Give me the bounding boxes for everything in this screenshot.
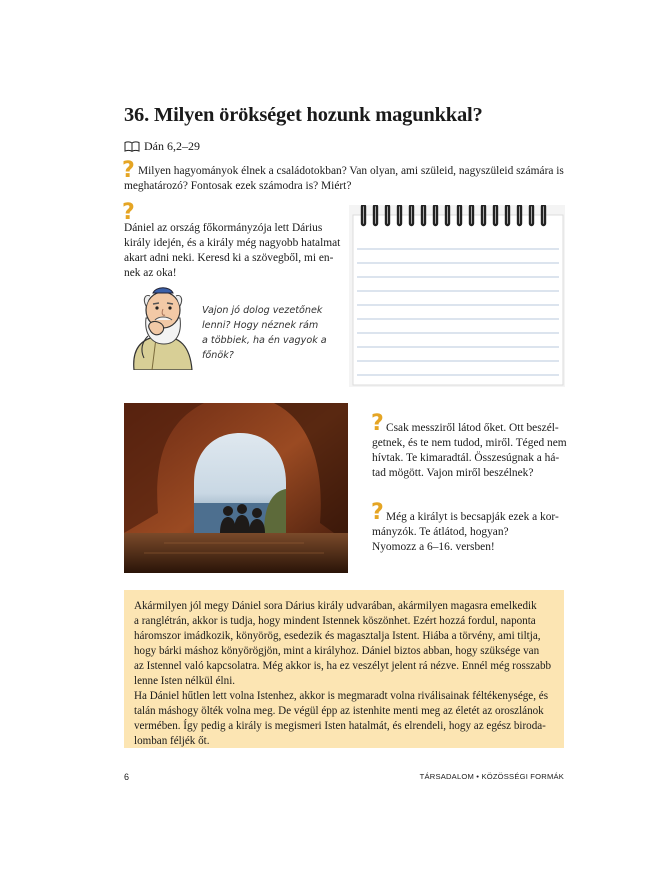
lined-notepad-image <box>349 205 565 387</box>
summary-line: Ha Dániel hűtlen lett volna Istenhez, akkor is megmaradt volna riválisainak féltékenysége, és <box>134 690 549 702</box>
question-4-line: Még a királyt is becsapják ezek a kor- <box>386 511 559 523</box>
question-2-line: Dániel az ország főkormányzója lett Dárius <box>124 222 323 234</box>
summary-line: vermében. Így pedig a király is megismeri Isten hatalmát, és elrendeli, hogy az egész biroda- <box>134 720 546 732</box>
question-4-line: mányzók. Te átlátod, hogyan? <box>372 526 509 538</box>
thought-line: lenni? Hogy néznek rám <box>202 320 319 331</box>
question-2-line: király idején, és a király még nagyobb hatalmat <box>124 237 341 249</box>
summary-line: háromszor imádkozik, könyörög, esedezik és magasztalja Istent. Hiába a törvény, ami tiltja, <box>134 630 541 642</box>
question-mark-icon: ? <box>122 200 135 225</box>
question-mark-icon: ? <box>371 411 384 436</box>
question-mark-icon: ? <box>122 158 135 183</box>
bible-reference <box>124 139 200 154</box>
summary-line: lomban féljék őt. <box>134 735 210 747</box>
summary-line: hogy bárki máshoz könyörögjön, mint a királyhoz. Dániel biztos abban, hogy szüksége van <box>134 645 540 657</box>
question-4 <box>372 510 564 555</box>
question-2-line: akart adni neki. Keresd ki a szövegből, mi en- <box>124 252 334 264</box>
page-number: 6 <box>124 772 130 782</box>
bible-reference-text: Dán 6,2–29 <box>144 139 200 153</box>
thought-line: a többiek, ha én vagyok a <box>202 335 327 346</box>
summary-paragraph <box>134 599 554 749</box>
question-2-line: nek az oka! <box>124 267 177 279</box>
question-3 <box>372 421 567 481</box>
question-2 <box>124 206 341 281</box>
stone-arch-photo <box>124 403 348 573</box>
open-book-icon <box>124 141 140 152</box>
summary-line: talán máshogy ölték volna meg. De végül épp az istenhite menti meg az életét az oroszlánok <box>134 705 544 717</box>
summary-line: lenne Isten nélkül élni. <box>134 675 236 687</box>
notepad-drawing <box>349 205 565 387</box>
summary-line: Akármilyen jól megy Dániel sora Dárius király udvarában, akármilyen magasra emelkedik <box>134 600 537 612</box>
question-3-line: Csak messziről látod őket. Ott beszél- <box>386 422 559 434</box>
summary-line: a ranglétrán, akkor is tudja, hogy mindent Istennek köszönhet. Ezért hozzá fordul, naponta <box>134 615 536 627</box>
question-mark-icon: ? <box>371 500 384 525</box>
thought-line: főnök? <box>202 350 234 361</box>
page-title: 36. Milyen örökséget hozunk magunkkal? <box>124 104 483 126</box>
summary-box <box>124 590 564 748</box>
summary-line: az Istennel való kapcsolatra. Még akkor is, ha ez veszélyt jelent rá nézve. Ennél még rosszabb <box>134 660 552 672</box>
arch-photo-drawing <box>124 403 348 573</box>
question-1-line: Milyen hagyományok élnek a családotokban? Van olyan, ami szüleid, nagyszüleid számára is <box>138 165 564 177</box>
daniel-character-illustration <box>126 278 198 370</box>
question-4-line: Nyomozz a 6–16. versben! <box>372 541 495 553</box>
question-1-line: meghatározó? Fontosak ezek számodra is? Miért? <box>124 180 352 192</box>
question-3-line: hívtak. Te kimaradtál. Összesúgnak a há- <box>372 452 560 464</box>
question-3-line: tad mögött. Vajon miről beszélnek? <box>372 467 534 479</box>
section-label: TÁRSADALOM • KÖZÖSSÉGI FORMÁK <box>419 772 564 781</box>
character-thought-text <box>202 303 338 363</box>
thought-line: Vajon jó dolog vezetőnek <box>202 305 323 316</box>
question-3-line: getnek, és te nem tudod, miről. Téged nem <box>372 437 567 449</box>
question-1 <box>124 164 564 194</box>
